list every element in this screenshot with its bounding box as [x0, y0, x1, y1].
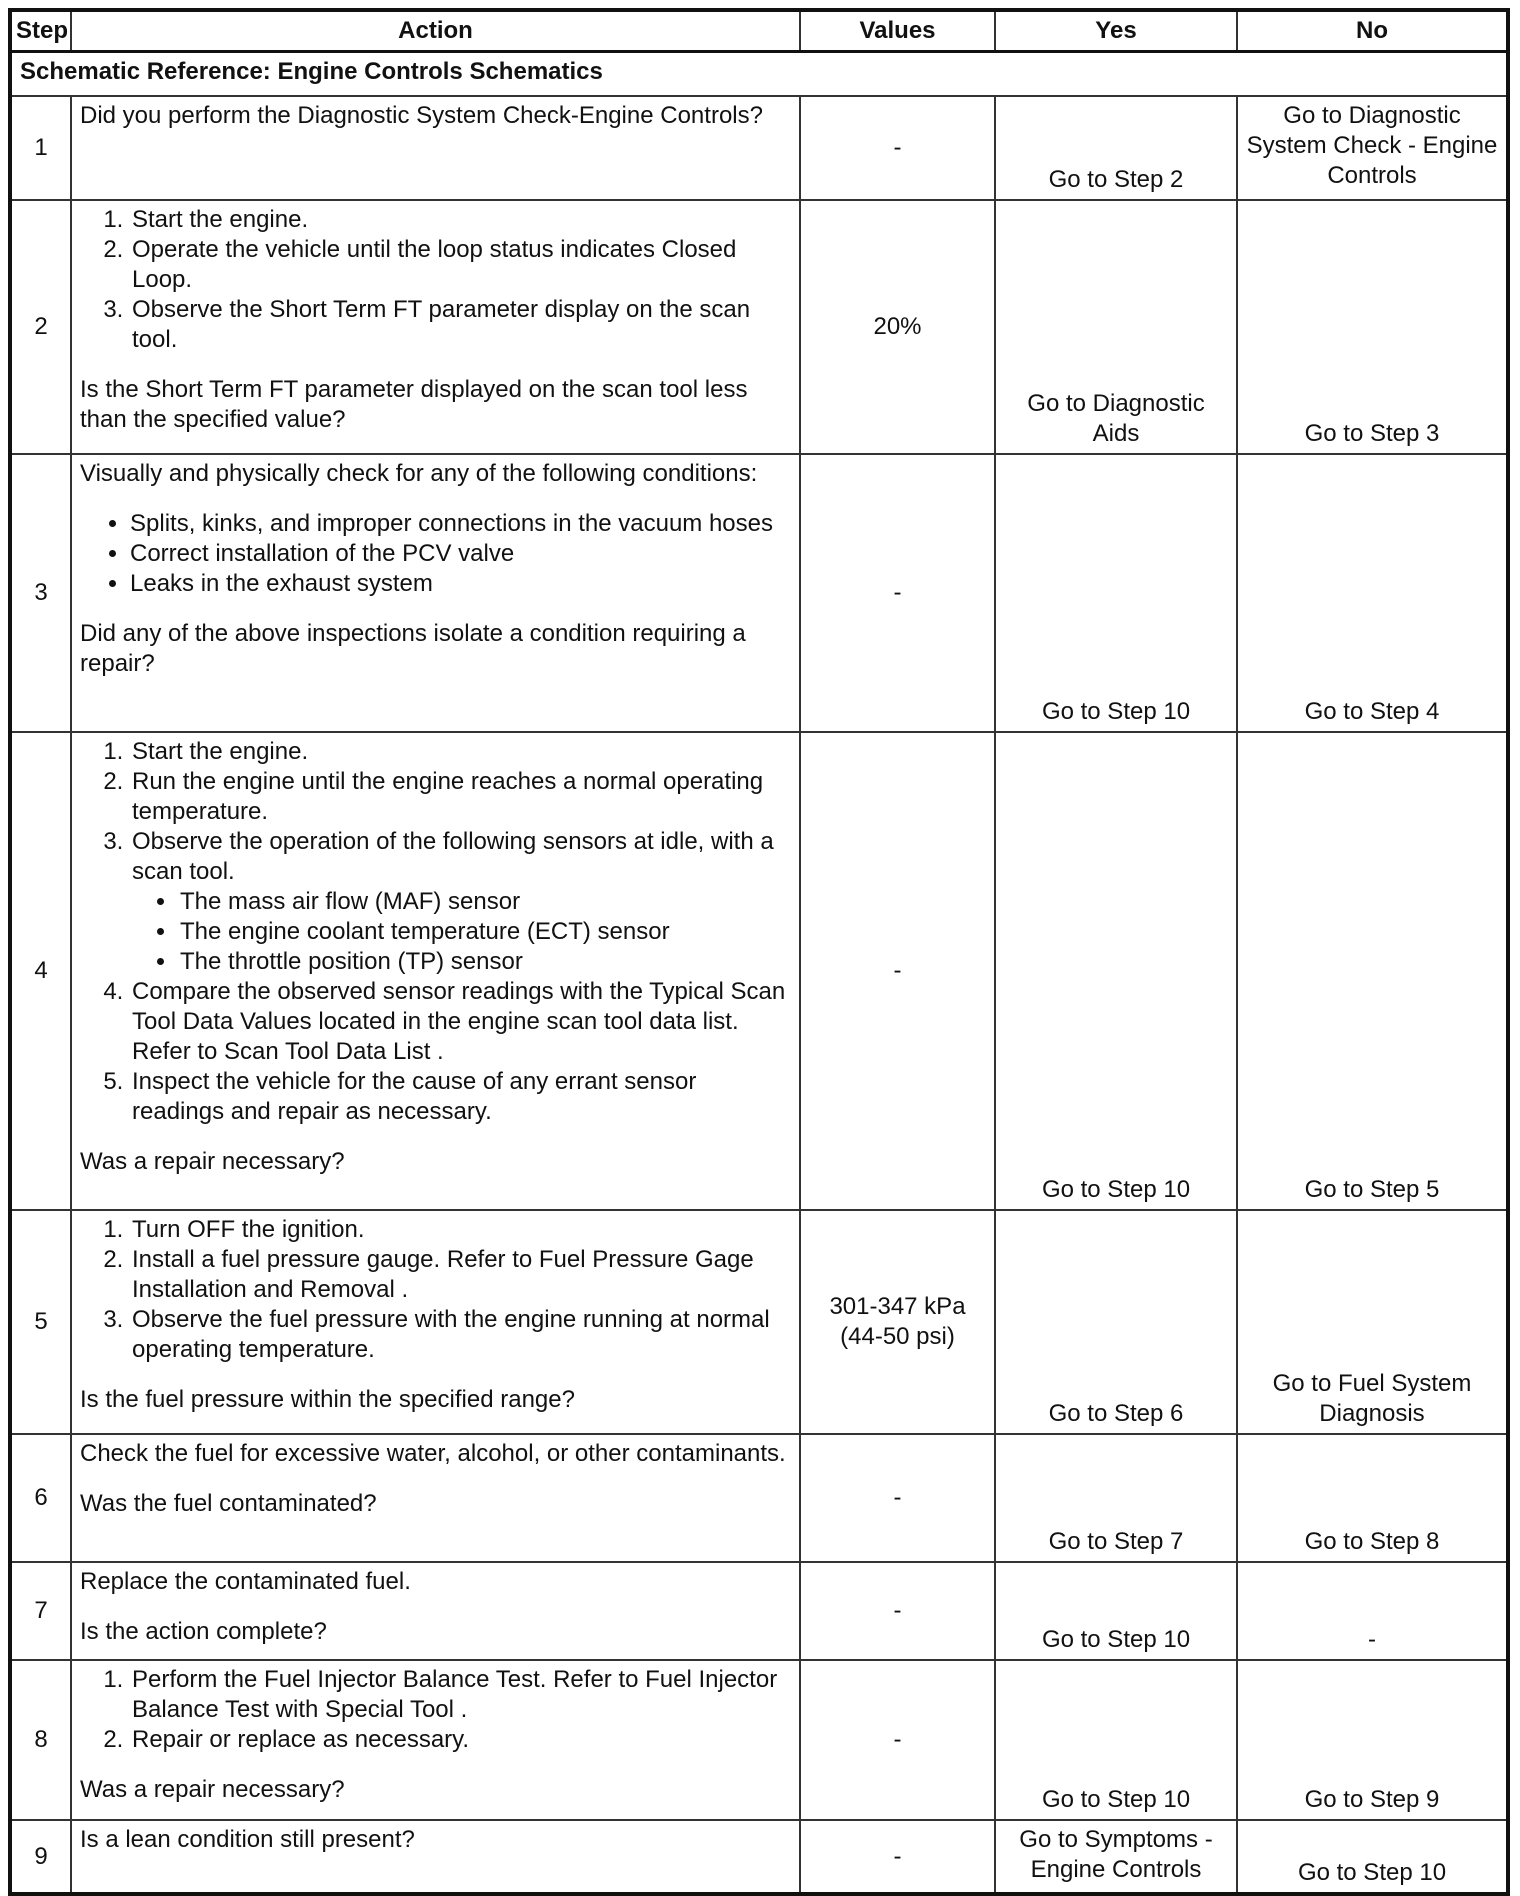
table-row — [10, 1660, 1508, 1820]
header-values: Values — [800, 10, 995, 52]
value-cell: - — [800, 732, 995, 1210]
step-number: 8 — [10, 1660, 71, 1820]
step-number: 9 — [10, 1820, 71, 1894]
list-item: 3. Observe the fuel pressure with the engine running at normal operating temperature. — [130, 1305, 791, 1365]
list-item: • Leaks in the exhaust system — [130, 569, 791, 599]
action-steps — [80, 1215, 791, 1365]
no-cell: Go to Diagnostic System Check - Engine Controls — [1237, 96, 1508, 200]
action-cell — [71, 732, 800, 1210]
action-cell — [71, 96, 800, 200]
value-cell: - — [800, 454, 995, 732]
step-number: 5 — [10, 1210, 71, 1434]
action-question: Is the action complete? — [80, 1618, 327, 1645]
header-row — [10, 10, 1508, 52]
action-cell — [71, 1210, 800, 1434]
no-cell: Go to Step 9 — [1237, 1660, 1508, 1820]
list-item: 1. Perform the Fuel Injector Balance Test. Refer to Fuel Injector Balance Test with Special Tool . — [130, 1665, 791, 1725]
no-cell: Go to Step 3 — [1237, 200, 1508, 454]
table-row — [10, 1210, 1508, 1434]
table-row — [10, 1820, 1508, 1894]
value-line: (44-50 psi) — [840, 1323, 955, 1350]
value-cell: - — [800, 1562, 995, 1660]
step-number: 3 — [10, 454, 71, 732]
no-cell: Go to Fuel System Diagnosis — [1237, 1210, 1508, 1434]
step-number: 4 — [10, 732, 71, 1210]
action-cell — [71, 200, 800, 454]
list-item-text: Observe the operation of the following sensors at idle, with a scan tool. — [132, 828, 774, 885]
yes-cell: Go to Step 7 — [995, 1434, 1237, 1562]
action-question: Did any of the above inspections isolate a condition requiring a repair? — [80, 620, 746, 677]
step-number: 2 — [10, 200, 71, 454]
no-cell: Go to Step 5 — [1237, 732, 1508, 1210]
table-row — [10, 200, 1508, 454]
action-question: Is a lean condition still present? — [80, 1826, 415, 1853]
value-cell: - — [800, 1434, 995, 1562]
no-cell: Go to Step 8 — [1237, 1434, 1508, 1562]
action-cell — [71, 454, 800, 732]
no-cell: Go to Step 10 — [1237, 1820, 1508, 1894]
header-no: No — [1237, 10, 1508, 52]
step-number: 7 — [10, 1562, 71, 1660]
action-intro: Visually and physically check for any of the following conditions: — [80, 460, 758, 487]
action-question: Is the fuel pressure within the specified range? — [80, 1386, 575, 1413]
action-steps — [80, 205, 791, 355]
list-item: • The engine coolant temperature (ECT) sensor — [178, 917, 791, 947]
yes-cell: Go to Symptoms - Engine Controls — [995, 1820, 1237, 1894]
header-yes: Yes — [995, 10, 1237, 52]
schematic-reference: Schematic Reference: Engine Controls Schematics — [10, 52, 1508, 97]
value-line: 301-347 kPa — [829, 1293, 966, 1320]
header-step: Step — [10, 10, 71, 52]
action-cell — [71, 1562, 800, 1660]
value-cell: - — [800, 1660, 995, 1820]
list-item: 2. Repair or replace as necessary. — [130, 1725, 791, 1755]
list-item: 4. Compare the observed sensor readings with the Typical Scan Tool Data Values located in the engine scan tool data list. Refer to Scan Tool Data List . — [130, 977, 791, 1067]
action-intro: Replace the contaminated fuel. — [80, 1568, 411, 1595]
diagnostic-table — [8, 8, 1510, 1896]
table-row — [10, 1562, 1508, 1660]
step-number: 1 — [10, 96, 71, 200]
yes-cell: Go to Step 10 — [995, 732, 1237, 1210]
table-row — [10, 96, 1508, 200]
list-item: • Correct installation of the PCV valve — [130, 539, 791, 569]
list-item: • Splits, kinks, and improper connections in the vacuum hoses — [130, 509, 791, 539]
table-row — [10, 454, 1508, 732]
value-cell: - — [800, 1820, 995, 1894]
action-cell — [71, 1434, 800, 1562]
yes-cell: Go to Step 10 — [995, 1562, 1237, 1660]
value-cell: - — [800, 96, 995, 200]
condition-list — [80, 509, 791, 599]
yes-cell: Go to Step 2 — [995, 96, 1237, 200]
sensor-list — [132, 887, 791, 977]
list-item: 5. Inspect the vehicle for the cause of any errant sensor readings and repair as necessary. — [130, 1067, 791, 1127]
header-action: Action — [71, 10, 800, 52]
action-cell — [71, 1820, 800, 1894]
action-question: Was the fuel contaminated? — [80, 1490, 377, 1517]
action-steps — [80, 737, 791, 1127]
list-item: 1. Start the engine. — [130, 205, 791, 235]
action-steps — [80, 1665, 791, 1755]
yes-cell: Go to Step 10 — [995, 454, 1237, 732]
list-item: 2. Operate the vehicle until the loop status indicates Closed Loop. — [130, 235, 791, 295]
yes-cell: Go to Diagnostic Aids — [995, 200, 1237, 454]
list-item — [130, 827, 791, 977]
yes-cell: Go to Step 6 — [995, 1210, 1237, 1434]
list-item: • The mass air flow (MAF) sensor — [178, 887, 791, 917]
list-item: 1. Turn OFF the ignition. — [130, 1215, 791, 1245]
table-row — [10, 1434, 1508, 1562]
action-question: Is the Short Term FT parameter displayed on the scan tool less than the specified value? — [80, 376, 748, 433]
no-cell: - — [1237, 1562, 1508, 1660]
list-item: 2. Install a fuel pressure gauge. Refer to Fuel Pressure Gage Installation and Removal . — [130, 1245, 791, 1305]
action-cell — [71, 1660, 800, 1820]
action-question: Was a repair necessary? — [80, 1776, 345, 1803]
action-intro: Check the fuel for excessive water, alcohol, or other contaminants. — [80, 1440, 786, 1467]
table-row — [10, 732, 1508, 1210]
no-cell: Go to Step 4 — [1237, 454, 1508, 732]
list-item: • The throttle position (TP) sensor — [178, 947, 791, 977]
value-cell: 20% — [800, 200, 995, 454]
list-item: 2. Run the engine until the engine reaches a normal operating temperature. — [130, 767, 791, 827]
action-question: Was a repair necessary? — [80, 1148, 345, 1175]
yes-cell: Go to Step 10 — [995, 1660, 1237, 1820]
value-cell — [800, 1210, 995, 1434]
list-item: 3. Observe the Short Term FT parameter display on the scan tool. — [130, 295, 791, 355]
list-item: 1. Start the engine. — [130, 737, 791, 767]
action-question: Did you perform the Diagnostic System Check-Engine Controls? — [80, 102, 763, 129]
step-number: 6 — [10, 1434, 71, 1562]
schematic-reference-row — [10, 52, 1508, 97]
